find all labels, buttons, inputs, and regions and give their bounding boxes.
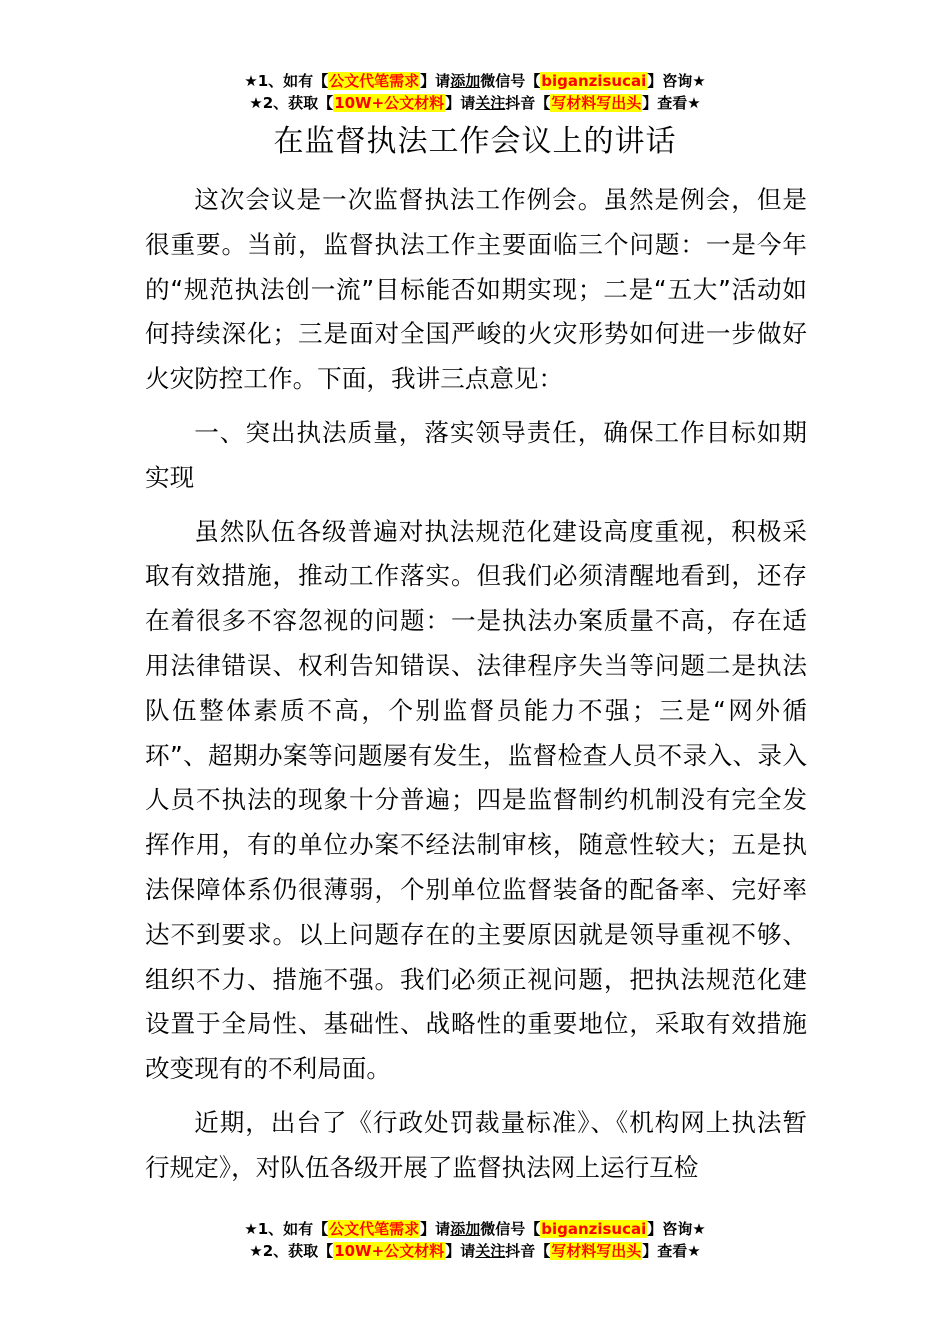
- banner-line-2: [0, 1240, 950, 1262]
- banner-text: 】查看★: [642, 94, 701, 112]
- banner-highlight: 10W+公文材料: [334, 1242, 445, 1260]
- paragraph-intro: 这次会议是一次监督执法工作例会。虽然是例会，但是很重要。当前，监督执法工作主要面临三个问题：一是今年的“规范执法创一流”目标能否如期实现；二是“五大”活动如何持续深化；三是面对全国严峻的火灾形势如何进一步做好火灾防控工作。下面，我讲三点意见：: [145, 185, 807, 394]
- banner-text: 】请: [445, 1242, 476, 1260]
- banner-text: 】查看★: [642, 1242, 701, 1260]
- banner-text: ★1、如有【: [244, 1220, 329, 1238]
- banner-underlined-text: 添加: [450, 72, 481, 90]
- banner-underlined-text: 关注: [475, 1242, 506, 1260]
- document-body: [145, 178, 807, 1200]
- document-title: 在监督执法工作会议上的讲话: [273, 124, 677, 159]
- banner-text: 微信号【: [480, 1220, 541, 1238]
- banner-line-1: [0, 70, 950, 92]
- banner-text: 微信号【: [480, 72, 541, 90]
- banner-text: 】请: [420, 72, 451, 90]
- banner-text: ★2、获取【: [249, 94, 334, 112]
- banner-text: 】咨询★: [647, 1220, 706, 1238]
- banner-text: 】请: [420, 1220, 451, 1238]
- banner-text: 抖音【: [505, 94, 551, 112]
- banner-underlined-text: 添加: [450, 1220, 481, 1238]
- banner-highlight: 公文代笔需求: [329, 72, 420, 90]
- banner-highlight: 10W+公文材料: [334, 94, 445, 112]
- banner-highlight: 写材料写出头: [551, 94, 642, 112]
- header-banner: [0, 70, 950, 114]
- banner-text: ★1、如有【: [244, 72, 329, 90]
- banner-text: 】咨询★: [647, 72, 706, 90]
- footer-banner: [0, 1218, 950, 1262]
- banner-underlined-text: 关注: [475, 94, 506, 112]
- banner-highlight: 写材料写出头: [551, 1242, 642, 1260]
- paragraph-recent: 近期，出台了《行政处罚裁量标准》、《机构网上执法暂行规定》，对队伍各级开展了监督执法网上运行互检: [145, 1107, 807, 1182]
- banner-highlight: biganzisucai: [541, 1220, 647, 1238]
- banner-text: 】请: [445, 94, 476, 112]
- paragraph-problems: 虽然队伍各级普遍对执法规范化建设高度重视，积极采取有效措施，推动工作落实。但我们必须清醒地看到，还存在着很多不容忽视的问题：一是执法办案质量不高，存在适用法律错误、权利告知错误、法律程序失当等问题二是执法队伍整体素质不高，个别监督员能力不强；三是“网外循环”、超期办案等问题屡有发生，监督检查人员不录入、录入人员不执法的现象十分普遍；四是监督制约机制没有完全发挥作用，有的单位办案不经法制审核，随意性较大；五是执法保障体系仍很薄弱，个别单位监督装备的配备率、完好率达不到要求。以上问题存在的主要原因就是领导重视不够、组织不力、措施不强。我们必须正视问题，把执法规范化建设置于全局性、基础性、战略性的重要地位，采取有效措施改变现有的不利局面。: [145, 516, 807, 1084]
- banner-text: 抖音【: [505, 1242, 551, 1260]
- banner-text: ★2、获取【: [249, 1242, 334, 1260]
- banner-highlight: biganzisucai: [541, 72, 647, 90]
- banner-line-1: [0, 1218, 950, 1240]
- banner-line-2: [0, 92, 950, 114]
- banner-highlight: 公文代笔需求: [329, 1220, 420, 1238]
- section-heading-1: 一、突出执法质量，落实领导责任，确保工作目标如期实现: [145, 417, 807, 492]
